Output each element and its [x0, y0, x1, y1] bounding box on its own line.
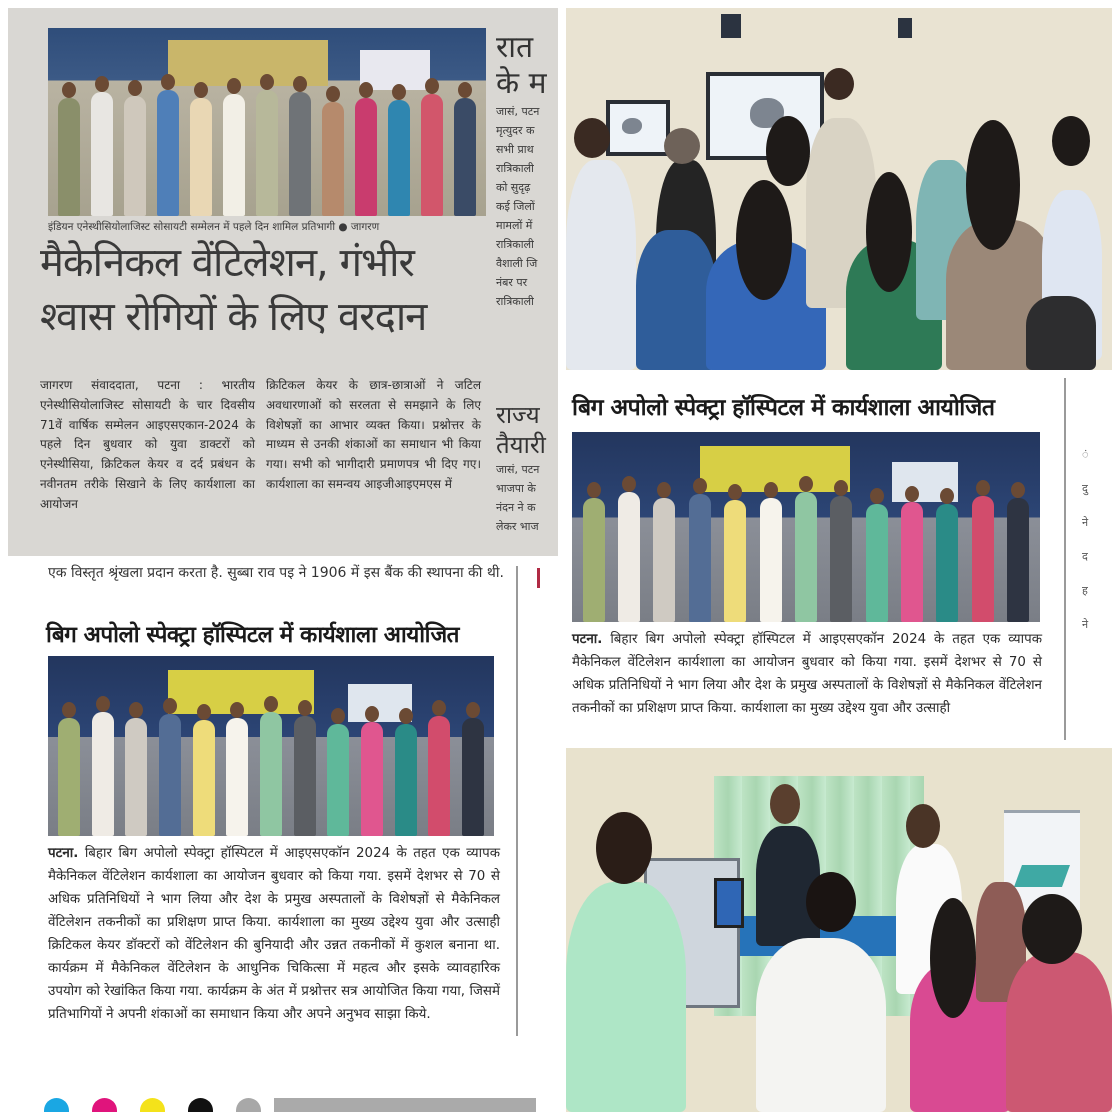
side-story-1 [496, 30, 558, 311]
previous-story-tail: एक विस्तृत श्रृंखला प्रदान करता है. सुब्बा राव पइ ने 1906 में इस बैंक की स्थापना की थी. [48, 565, 504, 581]
glyph: ने [1082, 618, 1089, 631]
side-line: वैशाली जि [496, 257, 538, 270]
side-headline-2: तैयारी [496, 431, 546, 459]
side-story-2 [496, 400, 558, 536]
photo-caption: इंडियन एनेस्थीसियोलाजिस्ट सोसायटी सम्मेलन में पहले दिन शामिल प्रतिभागी ● जागरण [48, 221, 380, 233]
article-headline: बिग अपोलो स्पेक्ट्रा हॉस्पिटल में कार्यशाला आयोजित [46, 622, 459, 648]
article-headline [40, 236, 500, 344]
article-column-2: क्रिटिकल केयर के छात्र-छात्राओं ने जटिल अवधारणाओं को सरलता से समझाने के लिए विशेषज्ञों का आभार व्यक्त किया। प्रश्नोत्तर के माध्यम से उनकी शंकाओं का समाधान भी किया गया। सभी को भागीदारी प्रमाणपत्र भी दिए गए। कार्यशाला का समन्वय आइजीआइएमएस में [266, 378, 481, 491]
delegates-group-photo [572, 432, 1040, 622]
yellow-mark [140, 1098, 165, 1112]
side-line: जासं, पटन [496, 105, 540, 118]
apollo-newspaper-clipping-left [30, 556, 540, 1086]
column-divider [516, 566, 518, 1036]
glyph: ं [1082, 448, 1089, 461]
dateline: पटना. [572, 632, 603, 647]
crowd-of-participants [566, 812, 1112, 1112]
photo-people-row [572, 472, 1040, 622]
side-line: रात्रिकाली [496, 238, 534, 251]
side-line: मृत्युदर क [496, 124, 535, 137]
training-session-photo-1 [566, 8, 1112, 370]
article-body [572, 628, 1042, 720]
side-line: को सुदृढ़ [496, 181, 531, 194]
side-line: रात्रिकाली [496, 162, 534, 175]
training-session-photo-2 [566, 748, 1112, 1112]
black-mark [188, 1098, 213, 1112]
side-line: भाजपा के [496, 482, 536, 495]
crowd-of-participants [566, 120, 1112, 370]
wall-sign [898, 18, 912, 38]
side-line: लेकर भाज [496, 520, 539, 533]
glyph: दु [1082, 482, 1088, 495]
column-divider [1064, 378, 1066, 740]
wall-sign [721, 14, 741, 38]
delegates-group-photo [48, 656, 494, 836]
magenta-mark [92, 1098, 117, 1112]
headline-line-1: मैकेनिकल वेंटिलेशन, गंभीर [40, 240, 414, 286]
article-column-1: जागरण संवाददाता, पटना : भारतीय एनेस्थीसियोलाजिस्ट सोसायटी के चार दिवसीय 71वें वार्षिक सम्मेलन आइएसएकान-2024 के पहले दिन बुधवार को युवा डाक्टरों को एनेस्थीसिया, क्रिटिकल केयर व दर्द प्रबंधन के नवीनतम तरीके सिखाने के लिए कार्यशाला का आयोजन [40, 378, 255, 511]
conference-group-photo [48, 28, 486, 216]
grey-mark [236, 1098, 261, 1112]
side-headline-1: रात [496, 30, 534, 65]
side-line: कई जिलों [496, 200, 535, 213]
dateline: पटना. [48, 846, 79, 861]
side-line: मामलों में [496, 219, 533, 232]
jagran-newspaper-clipping [8, 8, 558, 556]
side-line: जासं, पटन [496, 463, 540, 476]
side-line: रात्रिकाली [496, 295, 534, 308]
article-text: बिहार बिग अपोलो स्पेक्ट्रा हॉस्पिटल में आइएसएकॉन 2024 के तहत एक व्यापक मैकेनिकल वेंटिलेशन कार्यशाला का आयोजन बुधवार को किया गया. इसमें देशभर से 70 से अधिक प्रतिनिधियों ने भाग लिया और देश के प्रमुख अस्पतालों के विशेषज्ञों से मैकेनिकल वेंटिलेशन तकनीकों का प्रशिक्षण प्राप्त किया. कार्यशाला का मुख्य उद्देश्य युवा और उत्साही क्रिटिकल केयर डॉक्टरों को वेंटिलेशन की बुनियादी और उन्नत तकनीकों में कुशल बनाना था. कार्यक्रम में मैकेनिकल वेंटिलेशन के आधुनिक चिकित्सा में महत्व और इसके व्यावहारिक उपयोग को रेखांकित किया गया. कार्यक्रम के अंत में प्रश्नोत्तर सत्र आयोजित किया गया, जिसमें प्रतिभागियों ने अपनी शंकाओं का समाधान किया और अपने अनुभव साझा किये. [48, 846, 500, 1022]
side-line: नंबर पर [496, 276, 528, 289]
article-text: बिहार बिग अपोलो स्पेक्ट्रा हॉस्पिटल में आइएसएकॉन 2024 के तहत एक व्यापक मैकेनिकल वेंटिलेशन कार्यशाला का आयोजन बुधवार को किया गया. इसमें देशभर से 70 से अधिक प्रतिनिधियों ने भाग लिया और देश के प्रमुख अस्पतालों के विशेषज्ञों से मैकेनिकल वेंटिलेशन तकनीकों का प्रशिक्षण प्राप्त किया. कार्यशाला का मुख्य उद्देश्य युवा और उत्साही [572, 632, 1042, 716]
article-body [48, 842, 500, 1026]
print-registration-marks [44, 1096, 544, 1112]
glyph: ने [1082, 516, 1089, 529]
grey-density-bar [274, 1098, 536, 1112]
red-accent-mark [537, 568, 540, 588]
side-line: नंदन ने क [496, 501, 536, 514]
side-headline-1: राज्य [496, 401, 540, 429]
adjacent-column-fragment [1082, 438, 1102, 642]
cyan-mark [44, 1098, 69, 1112]
photo-people-row [48, 66, 486, 216]
side-headline-2: के म [496, 66, 547, 101]
side-line: सभी प्राथ [496, 143, 534, 156]
apollo-newspaper-clipping-right [566, 378, 1112, 740]
headline-line-2: श्वास रोगियों के लिए वरदान [40, 294, 427, 340]
glyph: ह [1082, 584, 1088, 597]
article-headline: बिग अपोलो स्पेक्ट्रा हॉस्पिटल में कार्यशाला आयोजित [572, 395, 995, 421]
glyph: द [1082, 550, 1088, 563]
photo-people-row [48, 692, 494, 836]
